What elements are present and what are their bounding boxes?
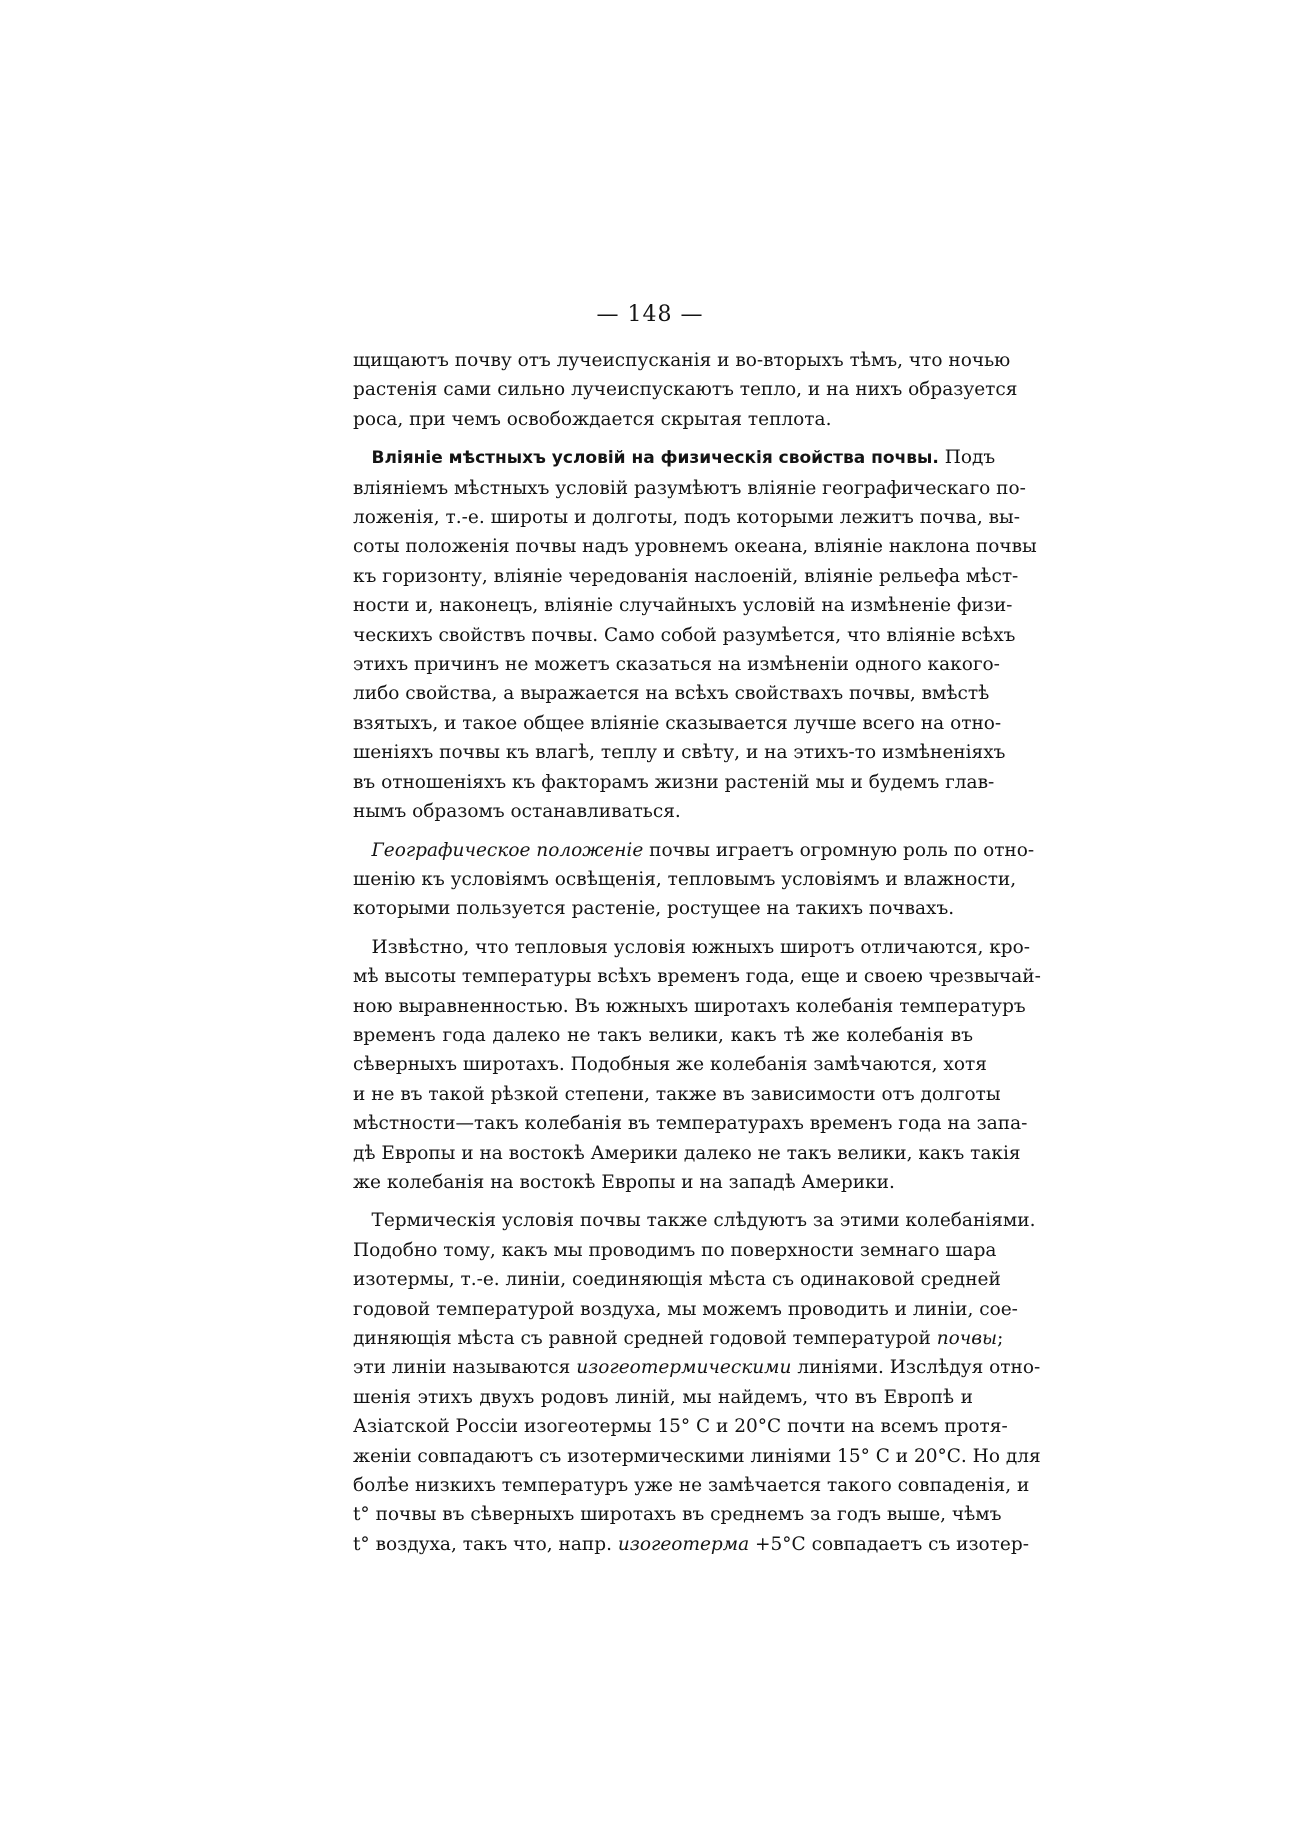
text-line: Азіатской Россіи изогеотермы 15° С и 20°С почти на всемъ протя- [353, 1416, 1008, 1438]
text-run: Подъ [938, 447, 996, 469]
italic-term: изогеотерма [617, 1533, 750, 1555]
paragraph-4 [353, 933, 1041, 1198]
paragraph-5 [353, 1206, 1041, 1559]
text-line: въ отношеніяхъ къ факторамъ жизни растеній мы и будемъ глав- [353, 771, 995, 793]
text-line: взятыхъ, и такое общее вліяніе сказывается лучше всего на отно- [353, 712, 1002, 734]
text-run: эти линіи называются [353, 1357, 577, 1379]
text-run: +5°С совпадаетъ съ изотер- [749, 1533, 1029, 1555]
text-line [353, 1324, 1004, 1353]
text-line: годовой температурой воздуха, мы можемъ проводить и линіи, сое- [353, 1298, 1018, 1320]
text-line: роса, при чемъ освобождается скрытая теплота. [353, 408, 832, 430]
text-line: Подобно тому, какъ мы проводимъ по поверхности земнаго шара [353, 1239, 997, 1261]
page-number: — 148 — [596, 302, 704, 327]
text-line: къ горизонту, вліяніе чередованія наслоеній, вліяніе рельефа мѣст- [353, 565, 1019, 587]
text-line: шенію къ условіямъ освѣщенія, тепловымъ условіямъ и влажности, [353, 868, 1017, 890]
text-line: нымъ образомъ останавливаться. [353, 801, 681, 823]
text-run: линіями. Изслѣдуя отно- [791, 1357, 1041, 1379]
text-line: мѣ высоты температуры всѣхъ временъ года, еще и своею чрезвычай- [353, 966, 1041, 988]
text-line: которыми пользуется растеніе, ростущее на такихъ почвахъ. [353, 898, 955, 920]
italic-term: почвы [936, 1328, 998, 1349]
text-line: ною выравненностью. Въ южныхъ широтахъ колебанія температуръ [353, 995, 1026, 1017]
text-line: t° почвы въ сѣверныхъ широтахъ въ среднемъ за годъ выше, чѣмъ [353, 1504, 1002, 1526]
body-text [353, 346, 1041, 1559]
text-line: ложенія, т.-е. широты и долготы, подъ которыми лежитъ почва, вы- [353, 507, 1020, 529]
text-line: ности и, наконецъ, вліяніе случайныхъ условій на измѣненіе физи- [353, 595, 1013, 617]
text-run: ; [997, 1328, 1004, 1349]
text-line: женіи совпадаютъ съ изотермическими линіями 15° С и 20°С. Но для [353, 1445, 1041, 1467]
text-line: мѣстности—такъ колебанія въ температурахъ временъ года на запа- [353, 1113, 1028, 1135]
text-line: же колебанія на востокѣ Европы и на западѣ Америки. [353, 1171, 895, 1193]
text-line: щищаютъ почву отъ лучеиспусканія и во-вторыхъ тѣмъ, что ночью [353, 350, 1011, 371]
section-heading: Вліяніе мѣстныхъ условій на физическія свойства почвы. [371, 448, 939, 469]
text-line [353, 836, 1035, 865]
text-run: Извѣстно, что тепловыя условія южныхъ широтъ отличаются, кро- [371, 936, 1031, 958]
text-line: шенія этихъ двухъ родовъ линій, мы найдемъ, что въ Европѣ и [353, 1386, 973, 1408]
text-line [353, 1353, 1041, 1382]
paragraph-3 [353, 836, 1035, 924]
text-line: временъ года далеко не такъ велики, какъ тѣ же колебанія въ [353, 1024, 973, 1046]
text-line: изотермы, т.-е. линіи, соединяющія мѣста съ одинаковой средней [353, 1269, 1001, 1291]
text-line: соты положенія почвы надъ уровнемъ океана, вліяніе наклона почвы [353, 536, 1037, 558]
text-line: дѣ Европы и на востокѣ Америки далеко не такъ велики, какъ такія [353, 1142, 1021, 1164]
text-line: и не въ такой рѣзкой степени, также въ зависимости отъ долготы [353, 1083, 1001, 1105]
text-line: ческихъ свойствъ почвы. Само собой разумѣется, что вліяніе всѣхъ [353, 624, 1016, 646]
text-run: почвы играетъ огромную роль по отно- [643, 839, 1035, 861]
text-run: t° воздуха, такъ что, напр. [353, 1533, 618, 1555]
text-line: шеніяхъ почвы къ влагѣ, теплу и свѣту, и на этихъ-то измѣненіяхъ [353, 742, 1006, 764]
text-line [353, 933, 1031, 962]
text-line: сѣверныхъ широтахъ. Подобныя же колебанія замѣчаются, хотя [353, 1054, 987, 1076]
italic-term: изогеотермическими [576, 1357, 792, 1379]
text-line [353, 1206, 1036, 1235]
text-run: Термическія условія почвы также слѣдуютъ за этими колебаніями. [371, 1210, 1036, 1232]
text-line [353, 443, 996, 473]
italic-term: Географическое положеніе [371, 839, 644, 861]
text-line: либо свойства, а выражается на всѣхъ свойствахъ почвы, вмѣстѣ [353, 683, 990, 705]
paragraph-2 [353, 443, 1037, 826]
text-line: растенія сами сильно лучеиспускаютъ тепло, и на нихъ образуется [353, 379, 1018, 401]
text-line: вліяніемъ мѣстныхъ условій разумѣютъ вліяніе географическаго по- [353, 477, 1026, 499]
text-line: болѣе низкихъ температуръ уже не замѣчается такого совпаденія, и [353, 1475, 1030, 1497]
text-line [353, 1530, 1029, 1559]
text-line: этихъ причинъ не можетъ сказаться на измѣненіи одного какого- [353, 654, 1000, 676]
text-run: диняющія мѣста съ равной средней годовой температурой [353, 1328, 937, 1349]
paragraph-1 [353, 346, 1018, 434]
